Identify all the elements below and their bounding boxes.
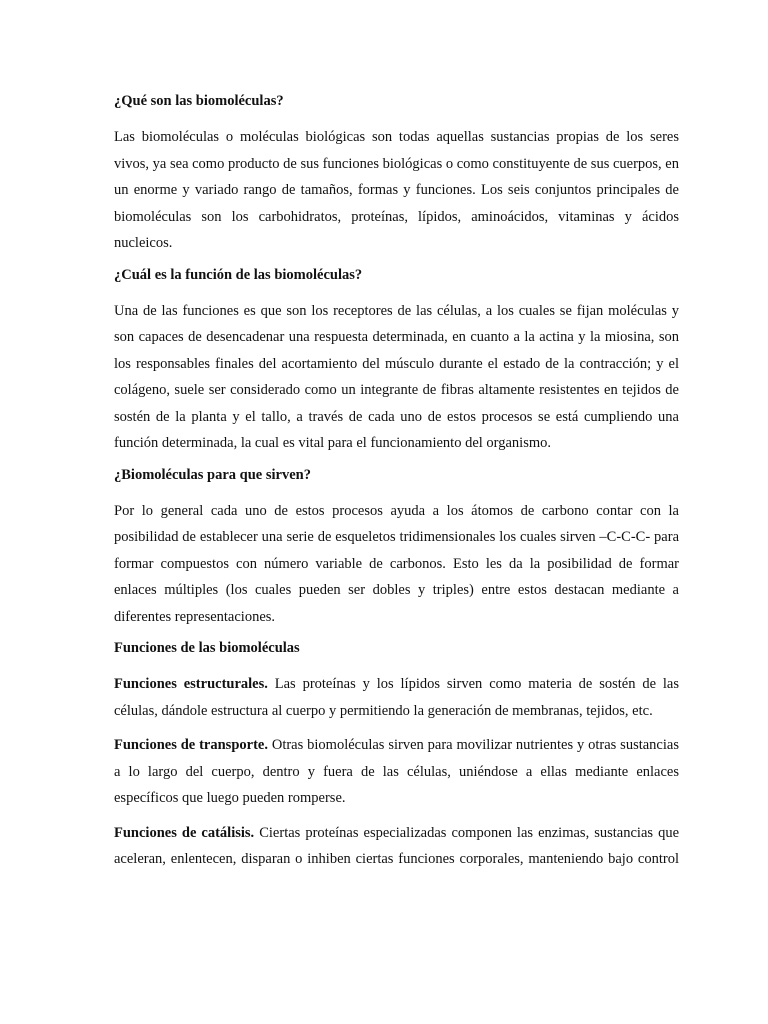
function-paragraph [114, 732, 679, 812]
section-heading: ¿Biomoléculas para que sirven? [114, 466, 311, 483]
section-heading: Funciones de las biomoléculas [114, 640, 300, 656]
function-text: Ciertas proteínas especializadas componen las enzimas, sustancias que aceleran, enlentecen, disparan o inhiben ciertas funciones corporales, manteniendo bajo control [114, 824, 679, 867]
function-text: Las proteínas y los lípidos sirven como materia de sostén de las células, dándole estructura al cuerpo y permitiendo la generación de membranas, tejidos, etc. [114, 676, 679, 719]
function-paragraph [114, 820, 679, 873]
section-paragraph: Las biomoléculas o moléculas biológicas son todas aquellas sustancias propias de los seres vivos, ya sea como producto de sus funciones biológicas o como constituyente de sus cuerpos, en un enorme y variado rango de tamaños, formas y funciones. Los seis conjuntos principales de biomoléculas son los carbohidratos, proteínas, lípidos, aminoácidos, vitaminas y ácidos nucleicos. [114, 129, 679, 251]
function-title: Funciones de catálisis. [114, 824, 255, 841]
section-heading: ¿Cuál es la función de las biomoléculas? [114, 266, 363, 283]
section-paragraph: Una de las funciones es que son los receptores de las células, a los cuales se fijan moléculas y son capaces de desencadenar una respuesta determinada, en cuanto a la actina y la miosina, son los responsables finales del acortamiento del músculo durante el estado de la contracción; y el colágeno, suele ser considerado como un integrante de fibras altamente resistentes en tejidos de sostén de la planta y el tallo, a través de cada uno de estos procesos se está cumpliendo una función determinada, la cual es vital para el funcionamiento del organismo. [114, 302, 679, 451]
function-title: Funciones de transporte. [114, 737, 268, 753]
function-paragraph [114, 671, 679, 724]
section-paragraph: Por lo general cada uno de estos procesos ayuda a los átomos de carbono contar con la posibilidad de establecer una serie de esqueletos tridimensionales los cuales sirven –C-C-C- para formar compuestos con número variable de carbonos. Esto les da la posibilidad de formar enlaces múltiples (los cuales pueden ser dobles y triples) entre estos destacan mediante a diferentes representaciones. [114, 502, 679, 625]
section-heading: ¿Qué son las biomoléculas? [114, 93, 284, 109]
document-body [114, 91, 679, 881]
function-title: Funciones estructurales. [114, 676, 268, 692]
function-text: Otras biomoléculas sirven para movilizar nutrientes y otras sustancias a lo largo del cuerpo, dentro y fuera de las células, uniéndose a ellas mediante enlaces específicos que luego pueden romperse. [114, 737, 679, 806]
